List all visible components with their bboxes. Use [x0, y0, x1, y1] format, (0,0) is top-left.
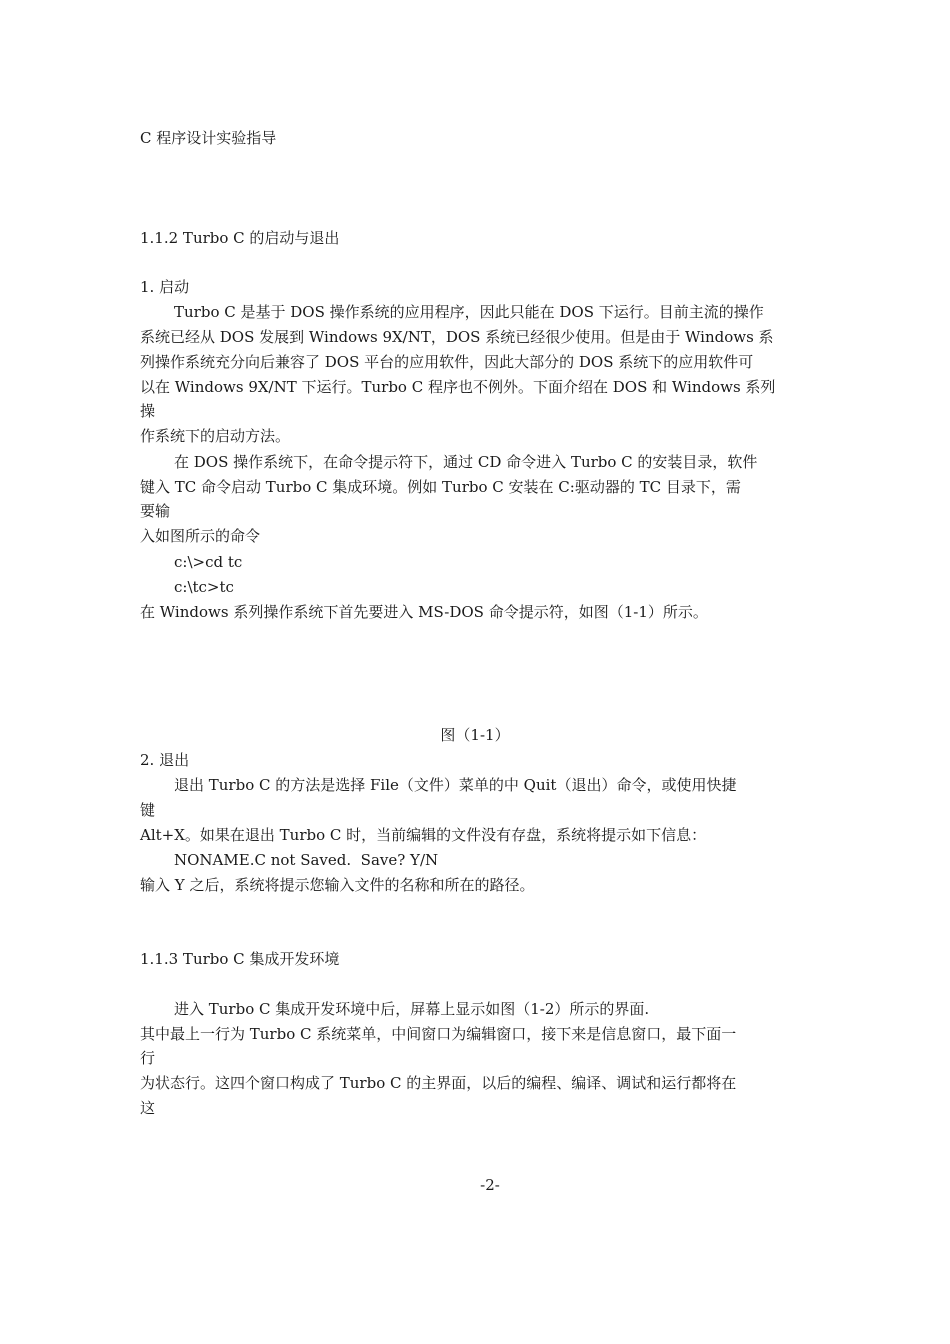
para1-line2: 系统已经从 DOS 发展到 Windows 9X/NT，DOS 系统已经很少使用。但是由于 Windows 系	[140, 328, 774, 346]
figure-caption: 图（1-1）	[440, 726, 510, 744]
para4-line1: 退出 Turbo C 的方法是选择 File（文件）菜单的中 Quit（退出）命令，或使用快捷	[174, 776, 737, 794]
save-prompt: NONAME.C not Saved. Save? Y/N	[174, 851, 439, 869]
para1-line1: Turbo C 是基于 DOS 操作系统的应用程序，因此只能在 DOS 下运行。目前主流的操作	[174, 303, 764, 321]
running-header: C 程序设计实验指导	[140, 129, 277, 147]
para1-line4: 以在 Windows 9X/NT 下运行。Turbo C 程序也不例外。下面介绍在 DOS 和 Windows 系列	[140, 378, 776, 396]
section-heading-1-1-3: 1.1.3 Turbo C 集成开发环境	[140, 950, 340, 968]
subheading-exit: 2. 退出	[140, 751, 190, 769]
para1-line3: 列操作系统充分向后兼容了 DOS 平台的应用软件，因此大部分的 DOS 系统下的应用软件可	[140, 353, 754, 371]
para1-line6: 作系统下的启动方法。	[140, 427, 291, 445]
para4-line2: 键	[140, 801, 156, 819]
para7-line2: 行	[140, 1049, 156, 1067]
para2-line4: 入如图所示的命令	[140, 527, 261, 545]
para2-line2: 键入 TC 命令启动 Turbo C 集成环境。例如 Turbo C 安装在 C:驱动器的 TC 目录下，需	[140, 478, 741, 496]
para7-line4: 这	[140, 1099, 156, 1117]
para7-line1: 其中最上一行为 Turbo C 系统菜单，中间窗口为编辑窗口，接下来是信息窗口，最下面一	[140, 1025, 737, 1043]
page-number: -2-	[480, 1176, 500, 1194]
para1-line5: 操	[140, 402, 156, 420]
para4-line3: Alt+X。如果在退出 Turbo C 时，当前编辑的文件没有存盘，系统将提示如下信息：	[140, 826, 707, 844]
para6: 进入 Turbo C 集成开发环境中后，屏幕上显示如图（1-2）所示的界面.	[174, 1000, 650, 1018]
para2-line1: 在 DOS 操作系统下，在命令提示符下，通过 CD 命令进入 Turbo C 的安装目录，软件	[174, 453, 758, 471]
para2-line3: 要输	[140, 502, 171, 520]
command-tc: c:\tc>tc	[174, 578, 234, 596]
para3: 在 Windows 系列操作系统下首先要进入 MS-DOS 命令提示符，如图（1-1）所示。	[140, 603, 708, 621]
para7-line3: 为状态行。这四个窗口构成了 Turbo C 的主界面，以后的编程、编译、调试和运行都将在	[140, 1074, 737, 1092]
command-cd-tc: c:\>cd tc	[174, 553, 243, 571]
section-heading-1-1-2: 1.1.2 Turbo C 的启动与退出	[140, 229, 340, 247]
para5: 输入 Y 之后，系统将提示您输入文件的名称和所在的路径。	[140, 876, 535, 894]
subheading-start: 1. 启动	[140, 278, 190, 296]
